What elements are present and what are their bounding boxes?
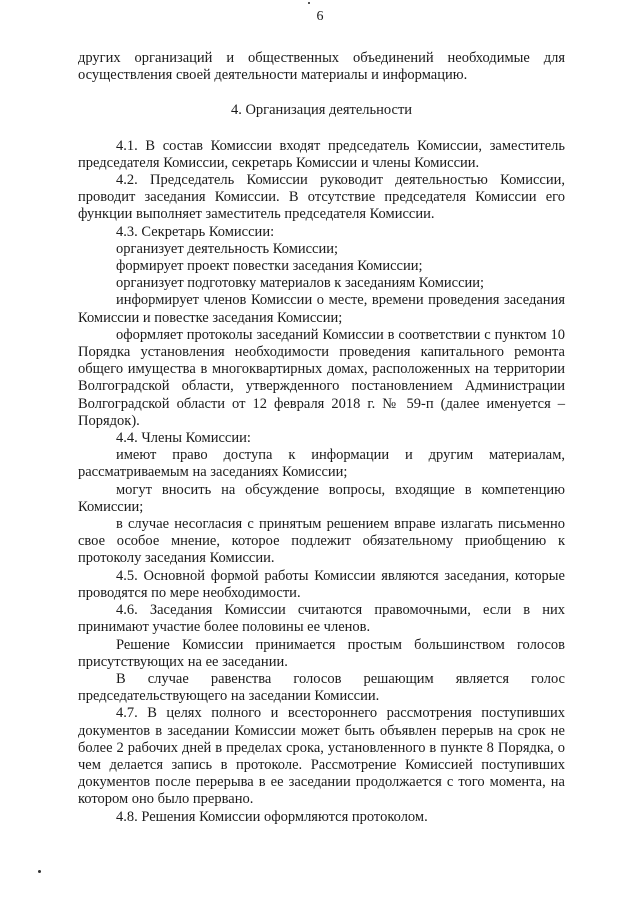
document-body xyxy=(78,50,565,826)
scan-mark xyxy=(308,2,310,4)
paragraph-4-7: 4.7. В целях полного и всестороннего рассмотрения поступивших документов в заседании Комиссии может быть объявлен перерыв на срок не более 2 рабочих дней в пределах срока, установленного в пункте 8 Порядка, о чем делается запись в протоколе. Рассмотрение Комиссией поступивших документов после перерыва в ее заседании продолжается с того момента, на котором оно было прервано. xyxy=(78,705,565,808)
member-right: в случае несогласия с принятым решением вправе излагать письменно свое особое мнение, которое подлежит обязательному приобщению к протоколу заседания Комиссии. xyxy=(78,516,565,567)
secretary-duty: формирует проект повестки заседания Комиссии; xyxy=(116,258,423,275)
intro-paragraph: других организаций и общественных объединений необходимые для осуществления своей деятельности материалы и информацию. xyxy=(78,50,565,84)
scan-dot xyxy=(38,870,41,873)
paragraph-4-2: 4.2. Председатель Комиссии руководит деятельностью Комиссии, проводит заседания Комиссии. В отсутствие председателя Комиссии его функции выполняет заместитель председателя Комиссии. xyxy=(78,172,565,223)
paragraph-4-3: 4.3. Секретарь Комиссии: xyxy=(116,223,275,240)
decision-rule: Решение Комиссии принимается простым большинством голосов присутствующих на ее заседании. xyxy=(78,636,565,670)
member-right: могут вносить на обсуждение вопросы, входящие в компетенцию Комиссии; xyxy=(78,481,565,515)
member-right: имеют право доступа к информации и другим материалам, рассматриваемым на заседаниях Комиссии; xyxy=(78,447,565,481)
paragraph-4-8: 4.8. Решения Комиссии оформляются протоколом. xyxy=(116,808,428,825)
secretary-duty: организует подготовку материалов к заседаниям Комиссии; xyxy=(116,275,485,292)
paragraph-4-6: 4.6. Заседания Комиссии считаются правомочными, если в них принимают участие более половины ее членов. xyxy=(78,602,565,636)
paragraph-4-1: 4.1. В состав Комиссии входят председатель Комиссии, заместитель председателя Комиссии, секретарь Комиссии и члены Комиссии. xyxy=(78,137,565,171)
secretary-duty: оформляет протоколы заседаний Комиссии в соответствии с пунктом 10 Порядка установления необходимости проведения капитального ремонта общего имущества в многоквартирных домах, расположенных на территории Волгоградской области, утвержденного постановлением Администрации Волгоградской области от 12 февраля 2018 г. № 59-п (далее именуется – Порядок). xyxy=(78,326,565,429)
paragraph-4-5: 4.5. Основной формой работы Комиссии являются заседания, которые проводятся по мере необходимости. xyxy=(78,567,565,601)
section-heading: 4. Организация деятельности xyxy=(230,102,413,119)
secretary-duty: информирует членов Комиссии о месте, времени проведения заседания Комиссии и повестке заседания Комиссии; xyxy=(78,292,565,326)
paragraph-4-4: 4.4. Члены Комиссии: xyxy=(116,430,251,447)
secretary-duty: организует деятельность Комиссии; xyxy=(116,240,339,257)
tie-rule: В случае равенства голосов решающим является голос председательствующего на заседании Комиссии. xyxy=(78,670,565,705)
page-number: 6 xyxy=(316,9,324,24)
